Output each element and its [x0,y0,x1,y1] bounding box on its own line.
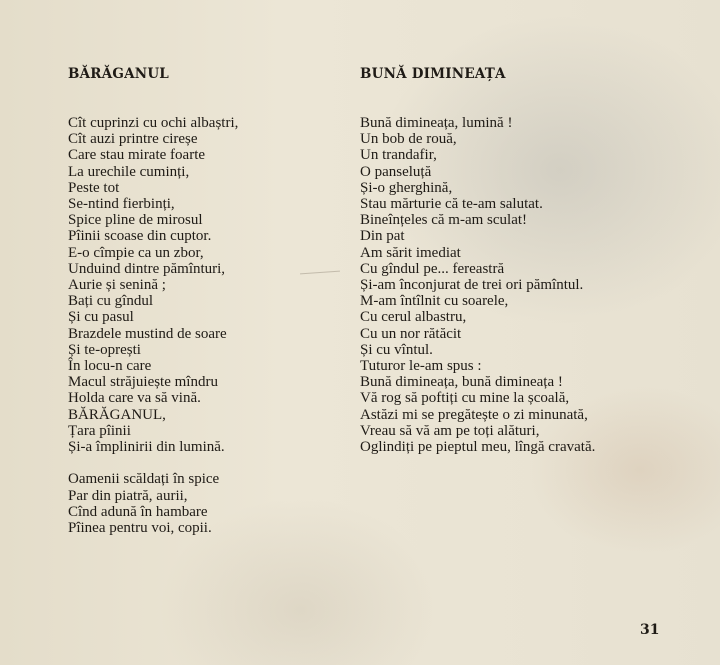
poem-line: Oglindiți pe pieptul meu, lîngă cravată. [360,439,596,456]
poem-line: Și-o gherghină, [360,179,453,196]
poem-line: În locu-n care [68,358,152,375]
poem-line: Și-am înconjurat de trei ori pămîntul. [360,277,584,294]
poem-line: Și te-oprești [68,341,141,358]
poem-line: Peste tot [68,179,120,196]
poem-line: Și cu pasul [68,309,134,326]
poem-line: Cu un nor rătăcit [360,325,462,342]
poem-line: Aurie și senină ; [68,277,166,294]
poem-line: Pîinii scoase din cuptor. [68,228,212,245]
page-crease [300,271,340,275]
poem-line: Bună dimineața, bună dimineața ! [360,374,563,391]
poem-line: La urechile cuminți, [68,163,190,180]
poem-line: Cînd adună în hambare [68,503,208,520]
poem-line: Pîinea pentru voi, copii. [68,520,212,537]
poem-line: Oamenii scăldați în spice [68,471,220,488]
stanza-break [68,455,238,471]
poem-line: E-o cîmpie ca un zbor, [68,244,204,261]
poem-line: Stau mărturie că te-am salutat. [360,196,543,213]
poem-line: Vreau să vă am pe toți alături, [360,422,540,439]
poem-line: Astăzi mi se pregătește o zi minunată, [360,406,588,423]
poem-line: O panseluță [360,163,432,180]
poem-line: Vă rog să poftiți cu mine la școală, [360,390,570,407]
poem-line: Cu cerul albastru, [360,309,467,326]
poem-line: Bați cu gîndul [68,293,153,310]
poem-line: Țara pîinii [68,422,131,439]
poem-line: Bineînțeles că m-am sculat! [360,212,528,229]
poem-line: Spice pline de mirosul [68,212,203,229]
poem-line: Se-ntind fierbinți, [68,196,175,213]
poem-line: Și cu vîntul. [360,341,433,358]
poem-line: Din pat [360,228,405,245]
poem-line: Și-a împlinirii din lumină. [68,439,225,456]
poem-lines [360,115,595,455]
poem-line: Par din piatră, aurii, [68,487,188,504]
poem-line: Brazdele mustind de soare [68,325,227,342]
poem-title: BUNĂ DIMINEAȚA [360,66,506,82]
poem-line: Cu gîndul pe... fereastră [360,260,505,277]
poem-lines [68,115,238,536]
poem-line: Un trandafir, [360,147,437,164]
poem-line: Care stau mirate foarte [68,147,206,164]
poem-line: M-am întîlnit cu soarele, [360,293,509,310]
poem-line: Cît auzi printre cireșe [68,131,198,148]
poem-title: BĂRĂGANUL [68,66,169,82]
poem-line: BĂRĂGANUL, [68,406,166,423]
poem-line: Bună dimineața, lumină ! [360,115,513,131]
poem-line: Tuturor le-am spus : [360,358,482,375]
poem-line: Un bob de rouă, [360,131,457,148]
poem-line: Am sărit imediat [360,244,461,261]
page-number: 31 [640,622,660,638]
poem-line: Holda care va să vină. [68,390,201,407]
poem-line: Cît cuprinzi cu ochi albaștri, [68,115,239,131]
poem-line: Macul străjuiește mîndru [68,374,218,391]
poem-line: Unduind dintre pămînturi, [68,260,226,277]
